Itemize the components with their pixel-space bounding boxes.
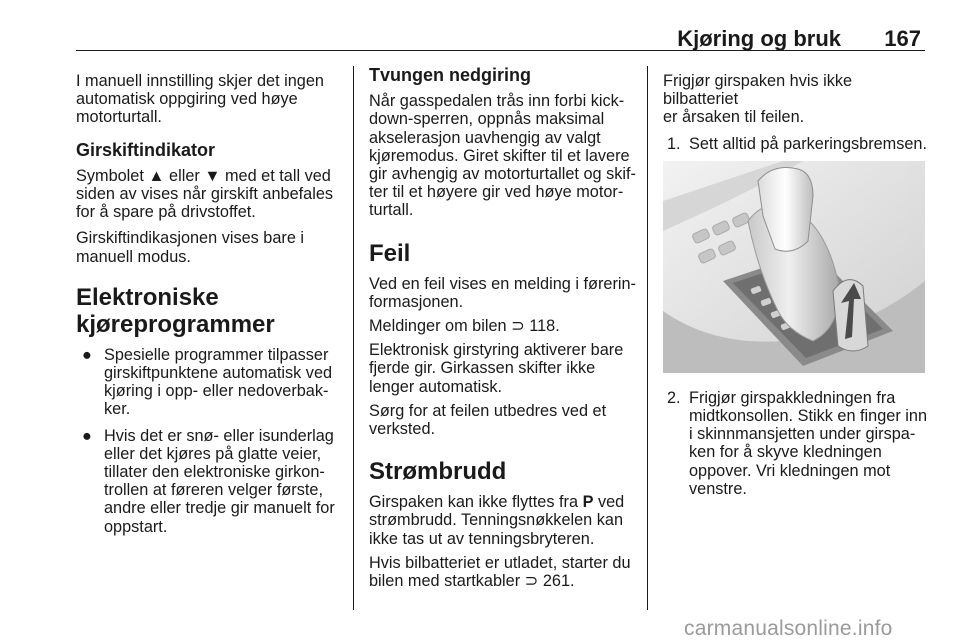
page-ref-icon: ⊃ <box>524 572 539 591</box>
page-number: 167 <box>884 26 921 51</box>
power-failure-heading: Strømbrudd <box>369 458 507 486</box>
step-item: 1. Sett alltid på parkeringsbremsen. <box>667 134 928 153</box>
gear-lever-drawing <box>663 161 925 373</box>
bullet-item: ● Spesielle programmer tilpasser girskiftpunktene automatisk ved kjøring i opp- eller nedoverbak- ker. <box>82 345 333 419</box>
fault-heading: Feil <box>369 239 411 267</box>
bullet-dot: ● <box>82 426 92 445</box>
watermark: carmanualsonline.info <box>684 617 893 640</box>
page-header <box>76 26 925 51</box>
page-ref-link[interactable]: 118. <box>529 317 560 336</box>
section-title: Kjøring og bruk <box>677 26 841 51</box>
kickdown-heading: Tvungen nedgiring <box>369 65 531 85</box>
column-3: Frigjør girspaken hvis ikke bilbatteriet er årsaken til feilen. 1. Sett alltid på parkeringsbremsen. 2. Frigjør girspakkledningen fra midtkonsollen. Stikk en finger inn i skinnmansjetten under girspa- ken for å skyve kledningen oppover. Vri kledningen mot venstre. <box>663 72 928 498</box>
column-divider-1 <box>353 66 354 610</box>
column-1: I manuell innstilling skjer det ingen automatisk oppgiring ved høye motorturtall. Girskiftindikator Symbolet ▲ eller ▼ med et tall ved siden av vises når girskift anbefales for å spare på drivstoffet. Girskiftindikasjonen vises bare i manuell modus. Elektroniske kjøreprogrammer ● Spesielle programmer tilpasser girskiftpunktene automatisk ved kjøring i opp- eller nedoverbak- ker. ● Hvis det er snø- eller isunderlag eller det kjøres på glatte veier, tillater den elektroniske girkon- trollen at føreren velger første, andre eller tredje gir manuelt for oppstart. <box>76 66 344 544</box>
page-ref-icon: ⊃ <box>511 317 525 336</box>
gear-lever-illustration <box>663 161 925 373</box>
bullet-dot: ● <box>82 345 92 364</box>
page-ref-link[interactable]: 261. <box>542 572 575 591</box>
step-item: 2. Frigjør girspakkledningen fra midtkonsollen. Stikk en finger inn i skinnmansjetten under girspa- ken for å skyve kledningen oppover. Vri kledningen mot venstre. <box>667 388 928 498</box>
gear-p-symbol: P <box>582 493 594 512</box>
column-divider-2 <box>647 66 648 610</box>
driving-programs-heading: Elektroniske kjøreprogrammer <box>76 283 275 338</box>
gear-indicator-heading: Girskiftindikator <box>76 139 216 160</box>
column-2: Tvungen nedgiring Når gasspedalen trås inn forbi kick- down-sperren, oppnås maksimal akselerasjon uavhengig av valgt kjøremodus. Giret skifter til et lavere gir avhengig av motorturtallet og skif- ter til et høyere gir ved høye motor- turtall. Feil Ved en feil vises en melding i førerin- formasjonen. Meldinger om bilen ⊃ 118. Elektronisk girstyring aktiverer bare fjerde gir. Girkassen skifter ikke lenger automatisk. Sørg for at feilen utbedres ved et verksted. Strømbrudd Girspaken kan ikke flyttes fra P ved strømbrudd. Tenningsnøkkelen kan ikke tas ut av tenningsbryteren. Hvis bilbatteriet er utladet, starter du bilen med startkabler ⊃ 261. <box>369 66 639 596</box>
bullet-item: ● Hvis det er snø- eller isunderlag eller det kjøres på glatte veier, tillater den elektroniske girkon- trollen at føreren velger første, andre eller tredje gir manuelt for oppstart. <box>82 426 335 536</box>
